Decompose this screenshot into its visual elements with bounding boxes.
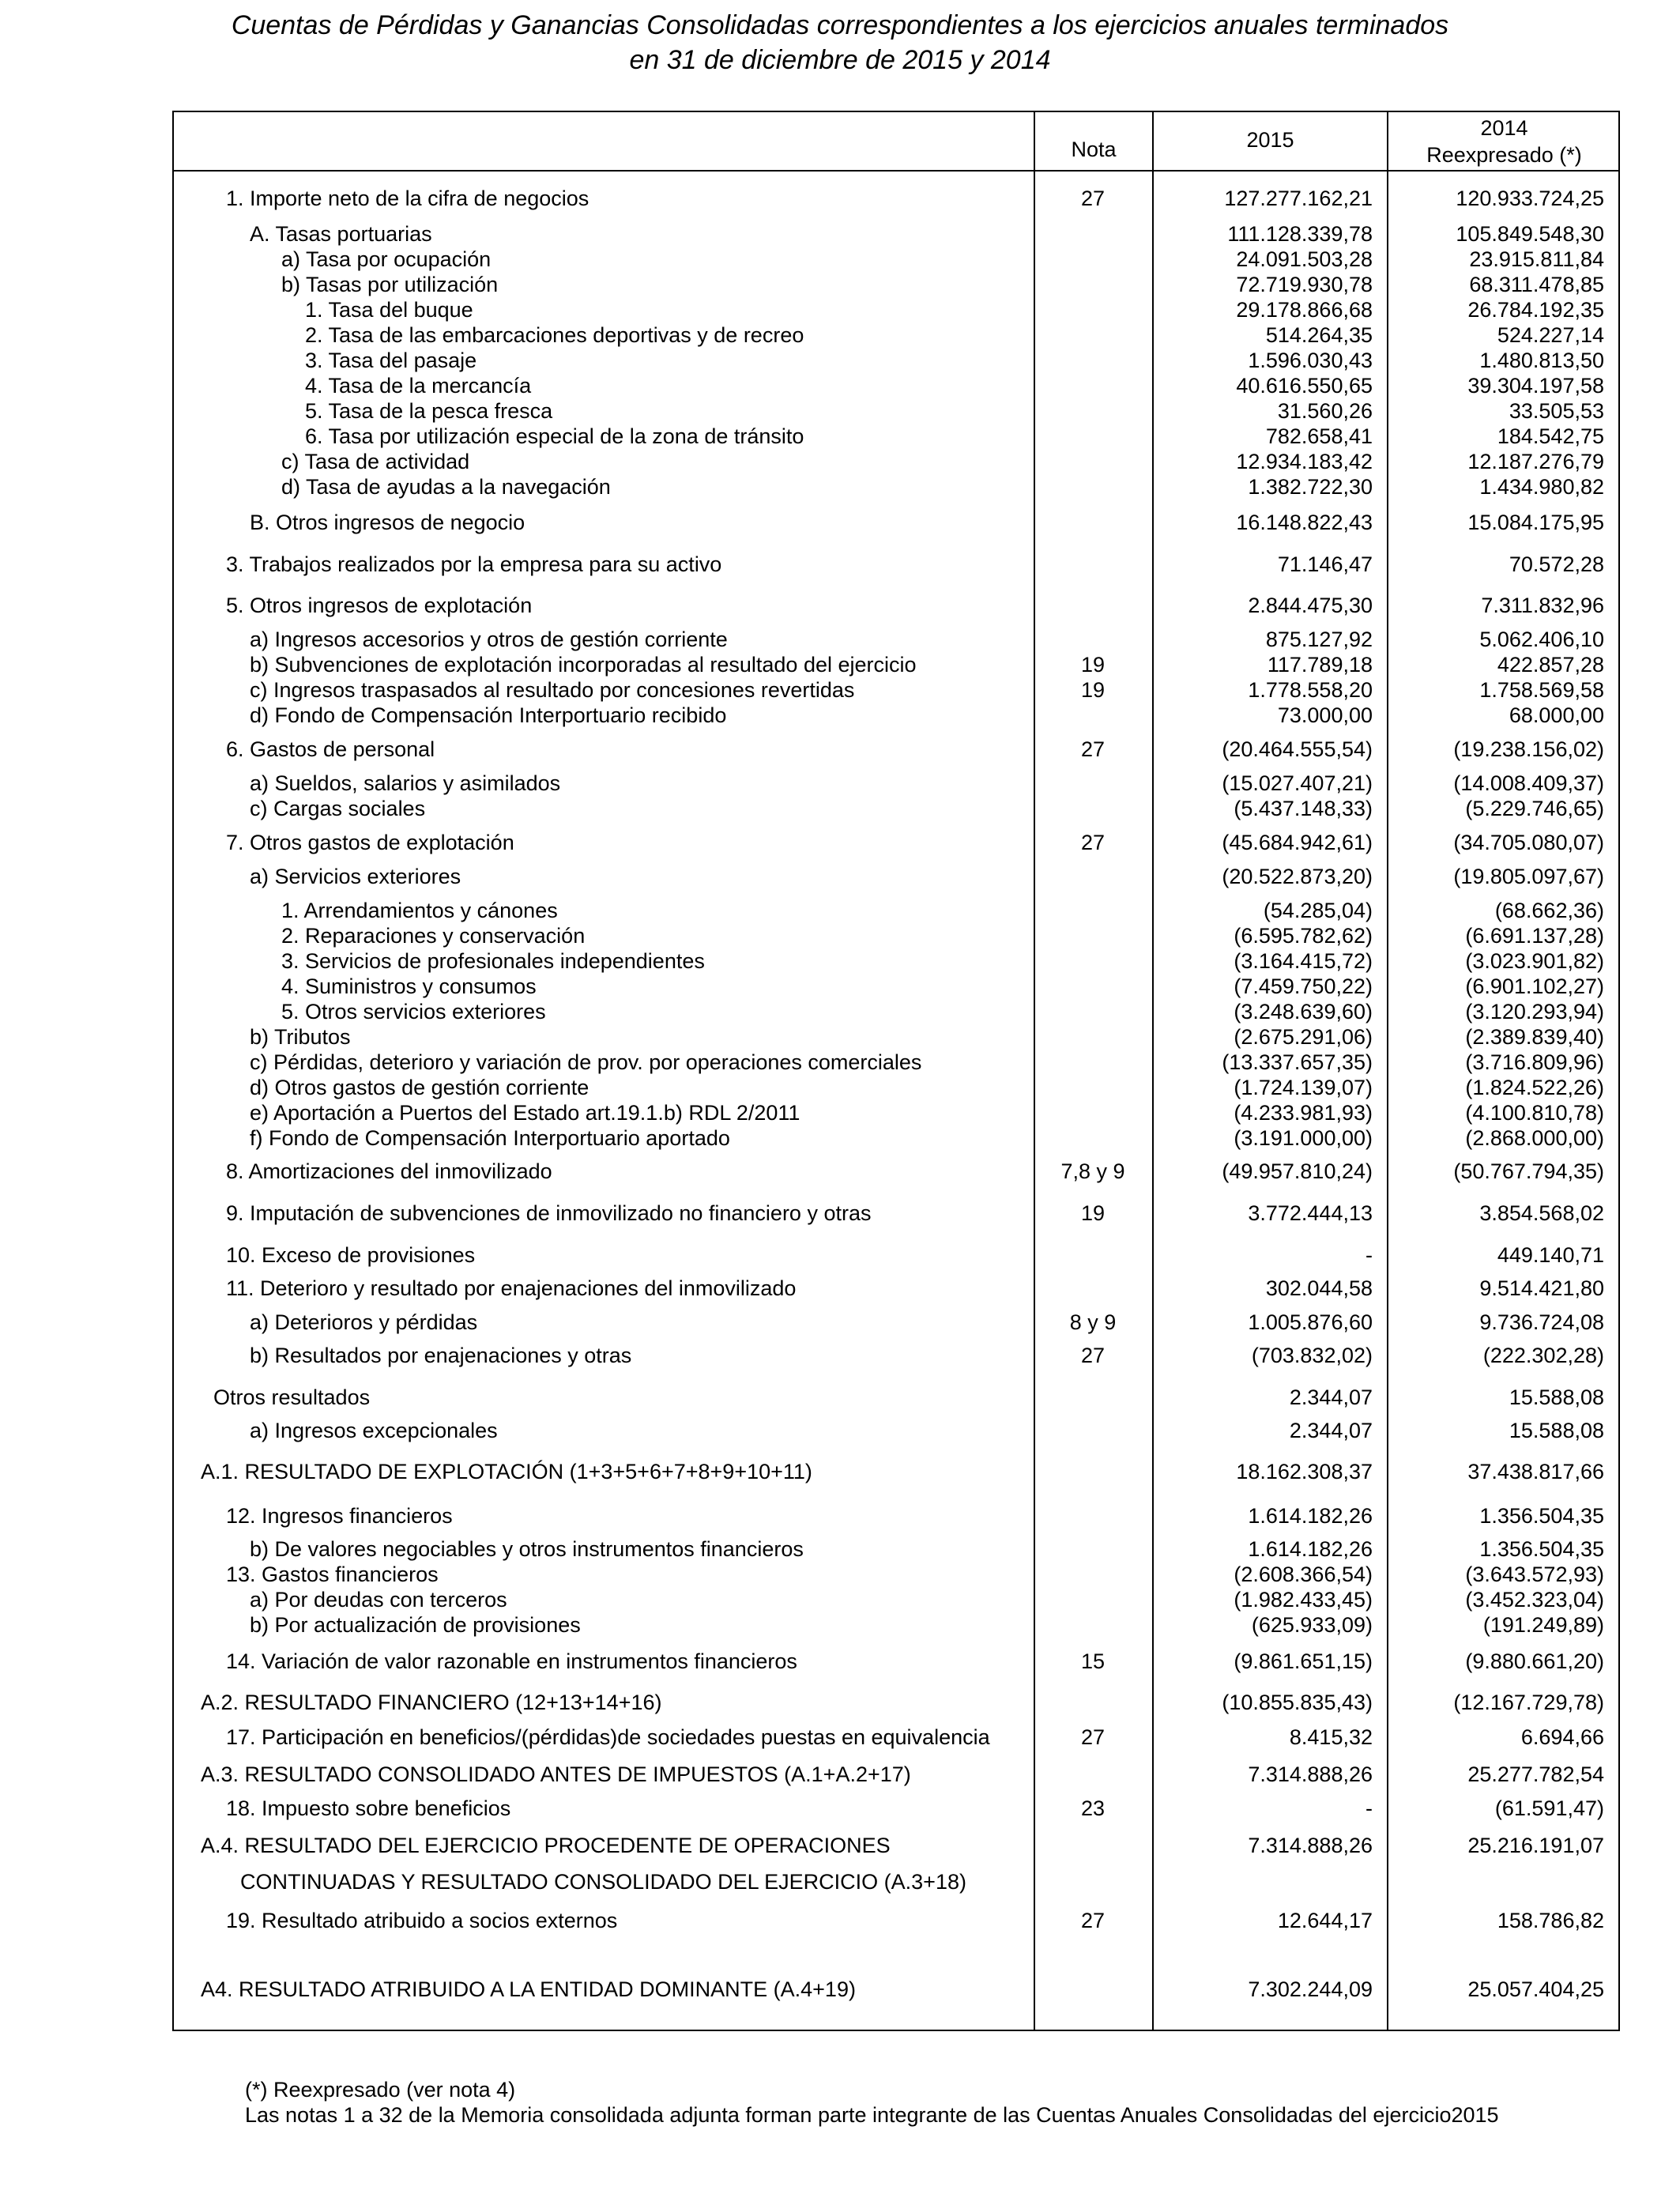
row-label: Otros resultados: [213, 1385, 371, 1409]
row-label: 1. Importe neto de la cifra de negocios: [226, 187, 590, 210]
row-value-2014: (222.302,28): [1482, 1344, 1604, 1367]
row-label: b) Tasas por utilización: [281, 273, 499, 296]
table-row: [172, 627, 1620, 652]
table-row: [172, 1276, 1620, 1301]
row-value-2015: -: [1365, 1796, 1373, 1820]
header-2014: [1388, 115, 1620, 168]
row-label: b) Resultados por enajenaciones y otras: [250, 1344, 632, 1367]
row-value-2015: (2.675.291,06): [1234, 1025, 1373, 1049]
table-row: [172, 1100, 1620, 1125]
row-value-2015: 12.934.183,42: [1236, 450, 1373, 473]
row-nota: 19: [1080, 678, 1106, 702]
row-nota: 27: [1080, 1344, 1106, 1367]
row-value-2015: (3.164.415,72): [1234, 949, 1373, 973]
table-row: [172, 1908, 1620, 1933]
row-value-2015: (2.608.366,54): [1234, 1563, 1373, 1586]
table-row: [172, 1690, 1620, 1715]
row-label: a) Ingresos excepcionales: [250, 1419, 498, 1442]
row-nota: 7,8 y 9: [1060, 1159, 1125, 1183]
row-label: 1. Arrendamientos y cánones: [281, 899, 558, 922]
row-value-2014: 9.514.421,80: [1479, 1276, 1604, 1300]
row-label: A.3. RESULTADO CONSOLIDADO ANTES DE IMPUESTOS (A.1+A.2+17): [201, 1762, 911, 1786]
row-value-2014: 37.438.817,66: [1467, 1460, 1604, 1483]
row-value-2015: 1.614.182,26: [1248, 1504, 1373, 1528]
title-line-2: en 31 de diciembre de 2015 y 2014: [629, 45, 1051, 75]
row-value-2014: 68.311.478,85: [1469, 273, 1604, 296]
row-value-2015: 1.382.722,30: [1248, 475, 1373, 499]
row-value-2014: 120.933.724,25: [1456, 187, 1604, 210]
row-label: b) Por actualización de provisiones: [250, 1613, 581, 1637]
row-value-2015: (20.522.873,20): [1222, 865, 1373, 888]
row-nota: 15: [1080, 1649, 1106, 1673]
header-divider: [172, 170, 1620, 172]
row-value-2014: (3.643.572,93): [1465, 1563, 1604, 1586]
row-label: 2. Reparaciones y conservación: [281, 924, 586, 948]
table-row: [172, 1562, 1620, 1587]
row-label: 6. Gastos de personal: [226, 737, 435, 761]
row-value-2014: 7.311.832,96: [1481, 594, 1604, 617]
row-label: f) Fondo de Compensación Interportuario aportado: [250, 1126, 730, 1150]
row-label: a) Servicios exteriores: [250, 865, 461, 888]
table-row: [172, 474, 1620, 499]
row-value-2015: 73.000,00: [1277, 703, 1373, 727]
table-row: [172, 974, 1620, 999]
row-value-2014: (2.389.839,40): [1465, 1025, 1604, 1049]
row-label: 17. Participación en beneficios/(pérdidas)de sociedades puestas en equivalencia: [226, 1725, 990, 1749]
table-row: [172, 1796, 1620, 1821]
row-label: A.1. RESULTADO DE EXPLOTACIÓN (1+3+5+6+7+8+9+10+11): [201, 1460, 812, 1483]
row-label: 1. Tasa del buque: [305, 298, 473, 322]
row-value-2014: 23.915.811,84: [1469, 247, 1604, 271]
row-value-2015: 7.314.888,26: [1248, 1834, 1373, 1857]
row-value-2015: (54.285,04): [1263, 899, 1373, 922]
table-row: [172, 1242, 1620, 1268]
row-label: c) Tasa de actividad: [281, 450, 470, 473]
table-row: [172, 1503, 1620, 1529]
table-row: [172, 1418, 1620, 1443]
row-value-2014: 3.854.568,02: [1479, 1201, 1604, 1225]
row-label: a) Sueldos, salarios y asimilados: [250, 771, 561, 795]
row-value-2015: 12.644,17: [1277, 1909, 1373, 1932]
row-label: 4. Tasa de la mercancía: [305, 374, 532, 398]
row-value-2015: (9.861.651,15): [1234, 1649, 1373, 1673]
row-label: b) Tributos: [250, 1025, 351, 1049]
row-value-2014: 524.227,14: [1497, 323, 1604, 347]
row-value-2014: 12.187.276,79: [1467, 450, 1604, 473]
row-nota: 27: [1080, 187, 1106, 210]
row-label: 12. Ingresos financieros: [226, 1504, 453, 1528]
row-value-2014: 25.057.404,25: [1467, 1977, 1604, 2001]
row-label: b) De valores negociables y otros instrumentos financieros: [250, 1537, 804, 1561]
table-row: [172, 297, 1620, 322]
row-value-2015: (3.191.000,00): [1234, 1126, 1373, 1150]
row-value-2015: 2.344,07: [1289, 1419, 1373, 1442]
row-label: 13. Gastos financieros: [226, 1563, 439, 1586]
row-value-2014: (6.691.137,28): [1465, 924, 1604, 948]
table-row: [172, 1762, 1620, 1787]
row-label: 2. Tasa de las embarcaciones deportivas y de recreo: [305, 323, 804, 347]
table-row: [172, 677, 1620, 703]
row-value-2015: 2.844.475,30: [1248, 594, 1373, 617]
row-value-2015: 514.264,35: [1265, 323, 1373, 347]
row-value-2015: (6.595.782,62): [1234, 924, 1373, 948]
table-row: [172, 703, 1620, 728]
row-value-2015: 29.178.866,68: [1236, 298, 1373, 322]
table-row: [172, 1612, 1620, 1638]
row-value-2015: 31.560,26: [1277, 399, 1373, 423]
row-value-2015: (49.957.810,24): [1222, 1159, 1373, 1183]
table-row: [172, 1649, 1620, 1674]
row-value-2014: 33.505,53: [1509, 399, 1604, 423]
row-value-2014: 449.140,71: [1497, 1243, 1604, 1267]
table-row: [172, 1024, 1620, 1050]
table-row: [172, 1310, 1620, 1335]
table-row: [172, 1977, 1620, 2002]
row-label: a) Por deudas con terceros: [250, 1588, 507, 1612]
table-row: [172, 1833, 1620, 1858]
row-nota: 23: [1080, 1796, 1106, 1820]
row-label: c) Cargas sociales: [250, 797, 426, 820]
row-value-2014: (34.705.080,07): [1453, 831, 1604, 854]
table-row: [172, 864, 1620, 889]
row-value-2015: (625.933,09): [1251, 1613, 1373, 1637]
row-value-2015: (3.248.639,60): [1234, 1000, 1373, 1023]
row-value-2014: 25.277.782,54: [1467, 1762, 1604, 1786]
row-value-2015: 8.415,32: [1289, 1725, 1373, 1749]
row-value-2015: 1.596.030,43: [1248, 349, 1373, 372]
row-label: A.4. RESULTADO DEL EJERCICIO PROCEDENTE DE OPERACIONES: [201, 1834, 891, 1857]
row-label: c) Ingresos traspasados al resultado por concesiones revertidas: [250, 678, 855, 702]
row-label: 3. Servicios de profesionales independientes: [281, 949, 705, 973]
row-value-2015: 16.148.822,43: [1236, 511, 1373, 534]
row-label: A.2. RESULTADO FINANCIERO (12+13+14+16): [201, 1691, 662, 1714]
row-value-2014: (3.023.901,82): [1465, 949, 1604, 973]
row-value-2015: 127.277.162,21: [1224, 187, 1373, 210]
row-value-2015: 1.778.558,20: [1248, 678, 1373, 702]
row-label: c) Pérdidas, deterioro y variación de prov. por operaciones comerciales: [250, 1050, 922, 1074]
table-row: [172, 221, 1620, 247]
table-row: [172, 830, 1620, 855]
table-row: [172, 322, 1620, 348]
row-nota: 27: [1080, 1725, 1106, 1749]
row-label: 19. Resultado atribuido a socios externos: [226, 1909, 618, 1932]
table-row: [172, 1075, 1620, 1100]
row-label: b) Subvenciones de explotación incorporadas al resultado del ejercicio: [250, 653, 917, 677]
table-row: [172, 796, 1620, 821]
footnote-notes: Las notas 1 a 32 de la Memoria consolidada adjunta forman parte integrante de las Cuentas Anuales Consolidadas del ejercicio2015: [245, 2103, 1499, 2127]
row-value-2015: (45.684.942,61): [1222, 831, 1373, 854]
row-value-2014: 184.542,75: [1497, 424, 1604, 448]
row-label: CONTINUADAS Y RESULTADO CONSOLIDADO DEL EJERCICIO (A.3+18): [240, 1870, 966, 1894]
row-value-2014: 68.000,00: [1509, 703, 1604, 727]
table-row: [172, 1385, 1620, 1410]
row-label: 5. Otros ingresos de explotación: [226, 594, 533, 617]
row-value-2014: 70.572,28: [1509, 552, 1604, 576]
page-title: [0, 8, 1680, 77]
table-row: [172, 1125, 1620, 1151]
row-value-2015: 1.614.182,26: [1248, 1537, 1373, 1561]
row-value-2014: (3.452.323,04): [1465, 1588, 1604, 1612]
row-value-2014: 6.694,66: [1520, 1725, 1604, 1749]
row-value-2014: (19.805.097,67): [1453, 865, 1604, 888]
table-row: [172, 373, 1620, 398]
row-nota: 19: [1080, 1201, 1106, 1225]
row-label: a) Ingresos accesorios y otros de gestión corriente: [250, 628, 728, 651]
table-row: [172, 593, 1620, 618]
table-row: [172, 948, 1620, 974]
row-value-2014: (9.880.661,20): [1465, 1649, 1604, 1673]
row-value-2015: 875.127,92: [1265, 628, 1373, 651]
row-value-2015: 7.314.888,26: [1248, 1762, 1373, 1786]
row-value-2015: 3.772.444,13: [1248, 1201, 1373, 1225]
row-value-2015: (1.724.139,07): [1234, 1076, 1373, 1099]
header-2015: 2015: [1246, 128, 1294, 152]
row-label: e) Aportación a Puertos del Estado art.19.1.b) RDL 2/2011: [250, 1101, 800, 1125]
row-value-2014: 105.849.548,30: [1456, 222, 1604, 246]
row-value-2014: 1.758.569,58: [1479, 678, 1604, 702]
footnote-restated: (*) Reexpresado (ver nota 4): [245, 2078, 516, 2102]
row-value-2014: 9.736.724,08: [1479, 1310, 1604, 1334]
row-value-2015: (703.832,02): [1251, 1344, 1373, 1367]
row-value-2014: (12.167.729,78): [1453, 1691, 1604, 1714]
row-nota: 27: [1080, 737, 1106, 761]
row-value-2014: (14.008.409,37): [1453, 771, 1604, 795]
row-value-2014: (3.716.809,96): [1465, 1050, 1604, 1074]
row-value-2014: (68.662,36): [1494, 899, 1604, 922]
row-label: 4. Suministros y consumos: [281, 974, 537, 998]
row-value-2014: 422.857,28: [1497, 653, 1604, 677]
row-value-2014: (2.868.000,00): [1465, 1126, 1604, 1150]
row-value-2014: 25.216.191,07: [1467, 1834, 1604, 1857]
row-value-2014: 26.784.192,35: [1467, 298, 1604, 322]
row-nota: 8 y 9: [1069, 1310, 1117, 1334]
table-row: [172, 1459, 1620, 1484]
row-value-2014: 15.084.175,95: [1467, 511, 1604, 534]
row-value-2015: 71.146,47: [1277, 552, 1373, 576]
row-value-2015: (13.337.657,35): [1222, 1050, 1373, 1074]
row-value-2015: 111.128.339,78: [1227, 222, 1373, 246]
row-value-2015: 117.789,18: [1267, 653, 1373, 677]
table-row: [172, 771, 1620, 796]
row-label: A. Tasas portuarias: [250, 222, 432, 246]
row-value-2014: (19.238.156,02): [1453, 737, 1604, 761]
table-row: [172, 348, 1620, 373]
row-value-2015: 7.302.244,09: [1248, 1977, 1373, 2001]
row-value-2015: (4.233.981,93): [1234, 1101, 1373, 1125]
row-value-2015: (5.437.148,33): [1234, 797, 1373, 820]
row-label: B. Otros ingresos de negocio: [250, 511, 525, 534]
row-value-2014: (50.767.794,35): [1453, 1159, 1604, 1183]
table-row: [172, 398, 1620, 424]
row-label: 9. Imputación de subvenciones de inmovilizado no financiero y otras: [226, 1201, 872, 1225]
table-row: [172, 999, 1620, 1024]
row-value-2014: (4.100.810,78): [1465, 1101, 1604, 1125]
row-label: 14. Variación de valor razonable en instrumentos financieros: [226, 1649, 797, 1673]
row-label: d) Tasa de ayudas a la navegación: [281, 475, 611, 499]
row-value-2015: 302.044,58: [1265, 1276, 1373, 1300]
table-row: [172, 1050, 1620, 1075]
row-label: 7. Otros gastos de explotación: [226, 831, 514, 854]
row-value-2014: (191.249,89): [1482, 1613, 1604, 1637]
row-nota: 27: [1080, 1909, 1106, 1932]
title-line-1: Cuentas de Pérdidas y Ganancias Consolidadas correspondientes a los ejercicios anuales terminados: [231, 10, 1449, 40]
row-value-2014: 158.786,82: [1497, 1909, 1604, 1932]
row-label: 5. Tasa de la pesca fresca: [305, 399, 553, 423]
row-value-2015: 18.162.308,37: [1236, 1460, 1373, 1483]
row-value-2014: 5.062.406,10: [1479, 628, 1604, 651]
table-row: [172, 1725, 1620, 1750]
row-label: a) Tasa por ocupación: [281, 247, 492, 271]
row-label: 3. Tasa del pasaje: [305, 349, 477, 372]
row-value-2015: 24.091.503,28: [1236, 247, 1373, 271]
table-row: [172, 552, 1620, 577]
row-value-2014: (6.901.102,27): [1465, 974, 1604, 998]
row-label: 3. Trabajos realizados por la empresa para su activo: [226, 552, 722, 576]
row-value-2015: (1.982.433,45): [1234, 1588, 1373, 1612]
row-value-2015: 72.719.930,78: [1236, 273, 1373, 296]
row-value-2015: (15.027.407,21): [1222, 771, 1373, 795]
row-label: 18. Impuesto sobre beneficios: [226, 1796, 511, 1820]
row-value-2015: 782.658,41: [1265, 424, 1373, 448]
row-nota: 27: [1080, 831, 1106, 854]
table-row: [172, 1201, 1620, 1226]
table-row: [172, 1587, 1620, 1612]
row-label: 8. Amortizaciones del inmovilizado: [226, 1159, 552, 1183]
table-row: [172, 449, 1620, 474]
table-row: [172, 424, 1620, 449]
table-row: [172, 247, 1620, 272]
row-value-2014: 15.588,08: [1509, 1385, 1604, 1409]
row-value-2014: (61.591,47): [1494, 1796, 1604, 1820]
row-value-2015: 2.344,07: [1289, 1385, 1373, 1409]
row-value-2014: (3.120.293,94): [1465, 1000, 1604, 1023]
header-2014-restated: Reexpresado (*): [1426, 143, 1582, 167]
header-nota: Nota: [1071, 138, 1117, 161]
row-value-2014: 1.356.504,35: [1479, 1504, 1604, 1528]
row-value-2014: 1.356.504,35: [1479, 1537, 1604, 1561]
table-row: [172, 186, 1620, 211]
table-row: [172, 1343, 1620, 1368]
row-label: 10. Exceso de provisiones: [226, 1243, 476, 1267]
table-row: [172, 1536, 1620, 1562]
row-value-2015: (20.464.555,54): [1222, 737, 1373, 761]
row-label: a) Deterioros y pérdidas: [250, 1310, 478, 1334]
table-row: [172, 272, 1620, 297]
table-row: [172, 898, 1620, 923]
header-2014-year: 2014: [1480, 116, 1528, 140]
row-label: 5. Otros servicios exteriores: [281, 1000, 546, 1023]
row-value-2014: 15.588,08: [1509, 1419, 1604, 1442]
table-row: [172, 652, 1620, 677]
row-value-2014: (5.229.746,65): [1465, 797, 1604, 820]
table-row: [172, 1869, 1620, 1894]
row-value-2014: (1.824.522,26): [1465, 1076, 1604, 1099]
row-value-2015: (10.855.835,43): [1222, 1691, 1373, 1714]
row-value-2015: -: [1365, 1243, 1373, 1267]
row-label: A4. RESULTADO ATRIBUIDO A LA ENTIDAD DOMINANTE (A.4+19): [201, 1977, 856, 2001]
row-value-2015: 1.005.876,60: [1248, 1310, 1373, 1334]
row-label: 6. Tasa por utilización especial de la zona de tránsito: [305, 424, 804, 448]
row-label: d) Fondo de Compensación Interportuario recibido: [250, 703, 727, 727]
row-value-2015: 40.616.550,65: [1236, 374, 1373, 398]
row-value-2014: 1.480.813,50: [1479, 349, 1604, 372]
row-label: 11. Deterioro y resultado por enajenaciones del inmovilizado: [226, 1276, 797, 1300]
row-value-2015: (7.459.750,22): [1234, 974, 1373, 998]
table-row: [172, 1159, 1620, 1184]
table-row: [172, 923, 1620, 948]
row-nota: 19: [1080, 653, 1106, 677]
row-value-2014: 1.434.980,82: [1479, 475, 1604, 499]
table-row: [172, 737, 1620, 762]
row-label: d) Otros gastos de gestión corriente: [250, 1076, 590, 1099]
row-value-2014: 39.304.197,58: [1467, 374, 1604, 398]
table-row: [172, 510, 1620, 535]
